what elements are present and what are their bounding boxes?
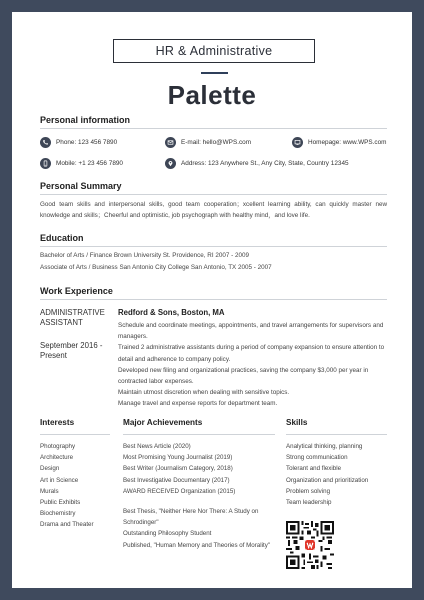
interest-item: Public Exhibits — [40, 499, 81, 507]
resume-page — [12, 12, 412, 588]
interest-item: Murals — [40, 487, 59, 495]
homepage-icon — [292, 137, 303, 148]
interests-list — [40, 441, 115, 531]
duty-item: Developed new filing and organizational practices, saving the company $3,000 per year in contracted labor expenses. — [118, 366, 369, 386]
interest-item: Design — [40, 465, 60, 473]
achievement-item: Most Promising Young Journalist (2019) — [123, 454, 233, 462]
education-entry: Bachelor of Arts / Finance Brown University St. Providence, RI 2007 - 2009 — [40, 252, 249, 259]
achievement-item: Published, "Human Memory and Theories of Morality" — [123, 541, 270, 549]
interest-item: Drama and Theater — [40, 521, 94, 529]
summary-text: Good team skills and interpersonal skills, good team cooperation；xcellent learning ability, can quickly master new knowledge and skills；Cheerful and optimistic, job psychograph with healthy mind，and love life. — [40, 201, 387, 219]
mobile-text: Mobile: +1 23 456 7890 — [56, 160, 123, 167]
skill-item: Problem solving — [286, 487, 331, 495]
personal-info-heading: Personal information — [40, 115, 131, 125]
homepage-item — [292, 137, 387, 148]
experience-heading: Work Experience — [40, 286, 113, 296]
mobile-item — [40, 158, 123, 169]
section-divider — [123, 434, 275, 435]
mobile-icon — [40, 158, 51, 169]
achievement-item: Best News Article (2020) — [123, 443, 191, 450]
interests-heading: Interests — [40, 418, 75, 427]
email-item — [165, 137, 251, 148]
qr-code[interactable] — [286, 521, 334, 569]
email-link[interactable]: E-mail: hello@WPS.com — [181, 139, 252, 146]
section-divider — [40, 246, 387, 247]
achievements-heading: Major Achievements — [123, 418, 203, 427]
education-entry: Associate of Arts / Business San Antonio City College San Antonio, TX 2005 - 2007 — [40, 264, 272, 271]
achievement-spacer — [123, 497, 278, 506]
duty-item: Manage travel and expense reports for department team. — [118, 400, 278, 408]
address-item — [165, 158, 349, 169]
job-dates: September 2016 - Present — [40, 341, 103, 360]
skill-item: Strong communication — [286, 454, 348, 462]
homepage-link[interactable]: Homepage: www.WPS.com — [308, 139, 387, 146]
skill-item: Organization and prioritization — [286, 476, 369, 484]
title-divider — [201, 72, 228, 74]
phone-item — [40, 137, 117, 148]
skills-heading: Skills — [286, 418, 308, 427]
phone-icon — [40, 137, 51, 148]
section-divider — [40, 299, 387, 300]
duty-item: Schedule and coordinate meetings, appointments, and travel arrangements for supervisors and managers. — [118, 322, 384, 341]
section-divider — [40, 434, 110, 435]
email-icon — [165, 137, 176, 148]
skill-item: Tolerant and flexible — [286, 465, 342, 473]
achievement-item: Outstanding Philosophy Student — [123, 530, 212, 538]
achievement-item: Best Thesis, "Neither Here Nor There: A Study on Schrodinger" — [123, 508, 259, 527]
summary-heading: Personal Summary — [40, 181, 122, 191]
interest-item: Biochemistry — [40, 510, 76, 518]
education-heading: Education — [40, 233, 84, 243]
section-divider — [286, 434, 387, 435]
skill-item: Team leadership — [286, 499, 332, 507]
section-divider — [40, 194, 387, 195]
skill-item: Analytical thinking, planning — [286, 443, 363, 450]
interest-item: Art in Science — [40, 476, 79, 484]
company-name: Redford & Sons, Boston, MA — [118, 308, 225, 317]
skills-list — [286, 441, 390, 508]
achievement-item: AWARD RECEIVED Organization (2015) — [123, 487, 236, 495]
job-title: HR & Administrative — [113, 39, 315, 63]
achievements-list — [123, 441, 278, 551]
section-divider — [40, 128, 387, 129]
achievement-item: Best Writer (Journalism Category, 2018) — [123, 465, 233, 473]
address-icon — [165, 158, 176, 169]
phone-text: Phone: 123 456 7890 — [56, 139, 118, 146]
candidate-name: Palette — [167, 80, 257, 110]
interest-item: Photography — [40, 443, 76, 450]
job-role: ADMINISTRATIVE ASSISTANT — [40, 308, 105, 327]
duty-item: Maintain utmost discretion when dealing with sensitive topics. — [118, 389, 290, 397]
duty-list — [118, 320, 387, 410]
achievement-item: Best Investigative Documentary (2017) — [123, 476, 230, 484]
duty-item: Trained 2 administrative assistants during a period of company expansion to ensure attention to detail and adherence to company policy. — [118, 344, 385, 363]
address-text: Address: 123 Anywhere St., Any City, State, Country 12345 — [181, 160, 349, 167]
interest-item: Architecture — [40, 454, 74, 462]
